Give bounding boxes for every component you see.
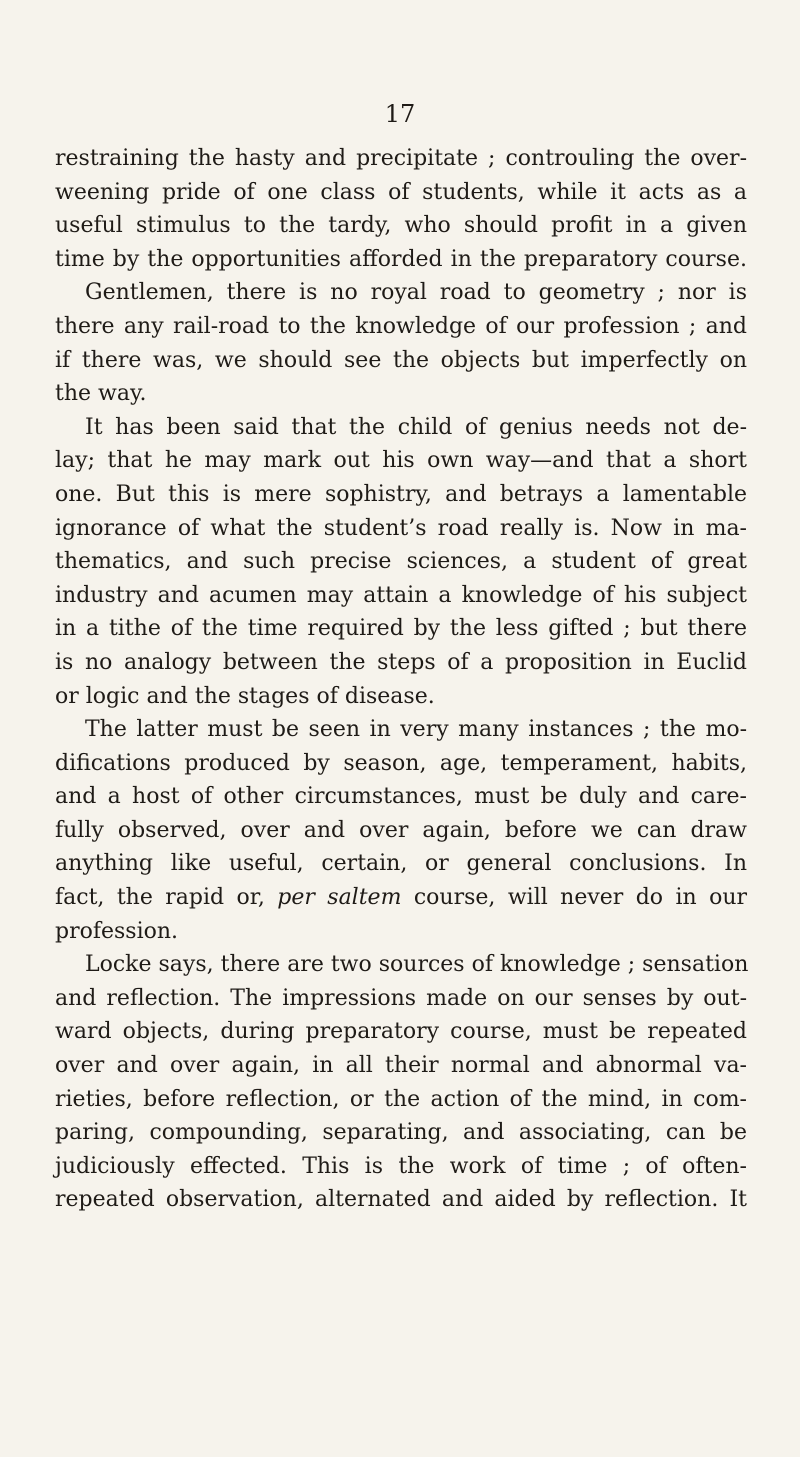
- paragraph-start-line: The latter must be seen in very many instances ; the mo-: [85, 717, 747, 743]
- paragraph-end-line: or logic and the stages of disease.: [55, 683, 435, 709]
- text-line: time by the opportunities afforded in the preparatory course.: [55, 246, 747, 272]
- text-line: restraining the hasty and precipitate ; controuling the over-: [55, 146, 747, 171]
- text-line: useful stimulus to the tardy, who should profit in a given: [55, 213, 747, 239]
- text-line: industry and acumen may attain a knowledge of his subject: [55, 582, 747, 608]
- text-line: thematics, and such precise sciences, a student of great: [55, 549, 747, 575]
- text-line: is no analogy between the steps of a proposition in Euclid: [55, 649, 747, 675]
- text-line: in a tithe of the time required by the less gifted ; but there: [55, 616, 747, 642]
- text-line: and reflection. The impressions made on our senses by out-: [55, 985, 747, 1011]
- text-line: paring, compounding, separating, and associating, can be: [55, 1120, 747, 1146]
- text-line: judiciously effected. This is the work of time ; of often-: [55, 1153, 747, 1179]
- paragraph-start-line: Locke says, there are two sources of knowledge ; sensation: [85, 952, 749, 978]
- page-number: 17: [384, 100, 416, 128]
- text-line: weening pride of one class of students, while it acts as a: [55, 179, 747, 205]
- text-line: fully observed, over and over again, before we can draw: [55, 817, 747, 843]
- text-line: one. But this is mere sophistry, and betrays a lamentable: [55, 481, 747, 507]
- text-line: ward objects, during preparatory course, must be repeated: [55, 1019, 747, 1045]
- text-fragment: course, will never do in our: [401, 885, 748, 911]
- text-line: if there was, we should see the objects but imperfectly on: [55, 347, 747, 373]
- text-line: there any rail-road to the knowledge of our profession ; and: [55, 313, 747, 339]
- paragraph-start-line: It has been said that the child of genius needs not de-: [85, 414, 747, 440]
- text-line-with-italic: [55, 881, 747, 915]
- text-line: anything like useful, certain, or general conclusions. In: [55, 851, 747, 877]
- paragraph-end-line: profession.: [55, 918, 179, 944]
- text-line: difications produced by season, age, temperament, habits,: [55, 750, 747, 776]
- italic-phrase: per saltem: [277, 885, 402, 911]
- text-fragment: fact, the rapid or,: [55, 885, 278, 911]
- text-line: ignorance of what the student’s road really is. Now in ma-: [55, 515, 747, 541]
- text-line: and a host of other circumstances, must be duly and care-: [55, 784, 747, 810]
- paragraph-end-line: the way.: [55, 381, 147, 407]
- text-line: over and over again, in all their normal and abnormal va-: [55, 1053, 747, 1079]
- body-text: [55, 142, 747, 1217]
- paragraph-start-line: Gentlemen, there is no royal road to geometry ; nor is: [85, 280, 747, 306]
- text-line: repeated observation, alternated and aided by reflection. It: [55, 1187, 747, 1213]
- text-line: rieties, before reflection, or the action of the mind, in com-: [55, 1086, 747, 1112]
- text-line: lay; that he may mark out his own way—and that a short: [55, 448, 747, 474]
